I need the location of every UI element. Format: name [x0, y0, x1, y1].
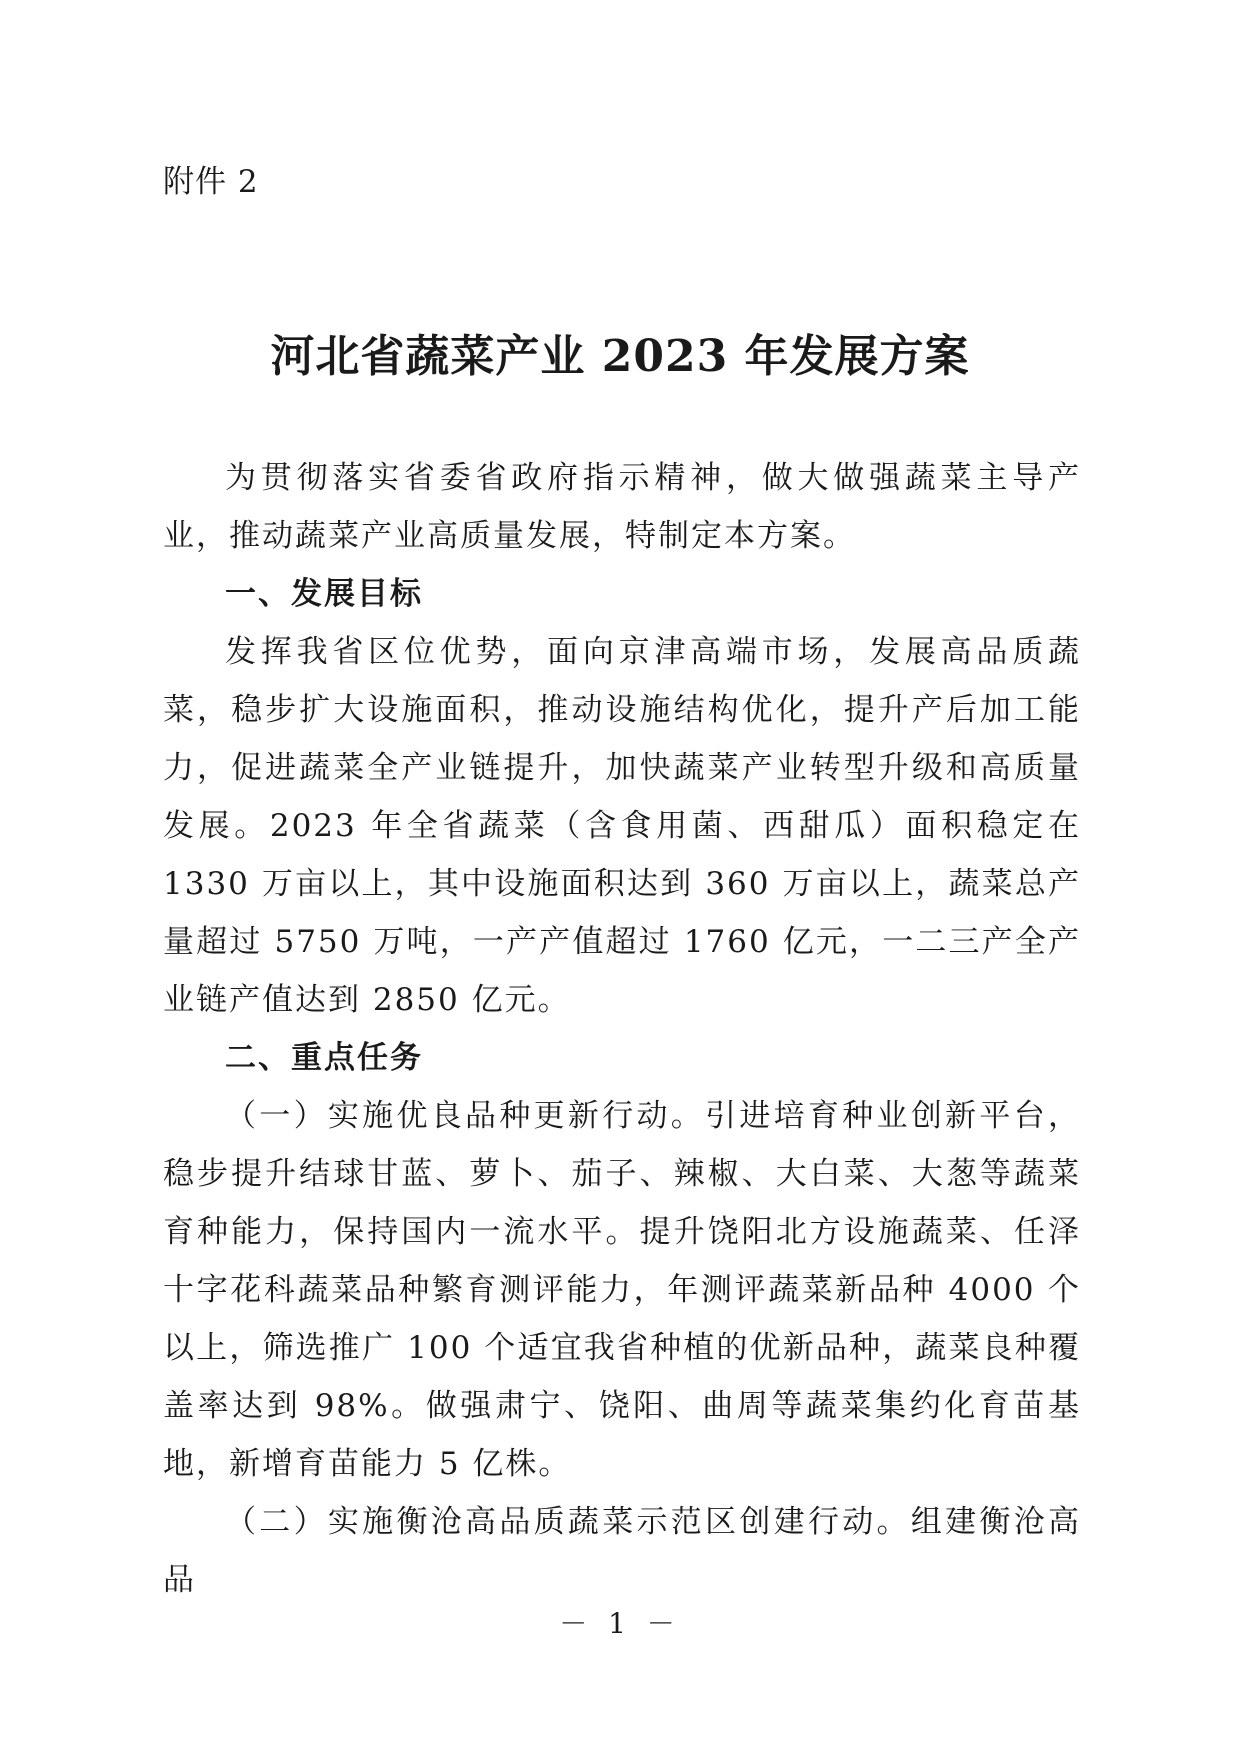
- section-heading-tasks: 二、重点任务: [225, 1040, 423, 1076]
- intro-paragraph: 为贯彻落实省委省政府指示精神，做大做强蔬菜主导产业，推动蔬菜产业高质量发展，特制定本方案。: [163, 460, 1081, 554]
- goals-paragraph: 发挥我省区位优势，面向京津高端市场，发展高品质蔬菜，稳步扩大设施面积，推动设施结构优化，提升产后加工能力，促进蔬菜全产业链提升，加快蔬菜产业转型升级和高质量发展。2023 年全省蔬菜（含食用菌、西甜瓜）面积稳定在 1330 万亩以上，其中设施面积达到 360 万亩以上，蔬菜总产量超过 5750 万吨，一产产值超过 1760 亿元，一二三产全产业链产值达到 2850 亿元。: [163, 634, 1081, 1018]
- document-title: 河北省蔬菜产业 2023 年发展方案: [270, 331, 970, 382]
- document-body: [163, 449, 1081, 1609]
- attachment-label: 附件 2: [163, 164, 259, 200]
- task-paragraph-1: （一）实施优良品种更新行动。引进培育种业创新平台，稳步提升结球甘蓝、萝卜、茄子、辣椒、大白菜、大葱等蔬菜育种能力，保持国内一流水平。提升饶阳北方设施蔬菜、任泽十字花科蔬菜品种繁育测评能力，年测评蔬菜新品种 4000 个以上，筛选推广 100 个适宜我省种植的优新品种，蔬菜良种覆盖率达到 98%。做强肃宁、饶阳、曲周等蔬菜集约化育苗基地，新增育苗能力 5 亿株。: [163, 1098, 1081, 1482]
- section-heading-goals: 一、发展目标: [225, 576, 423, 612]
- page-number: － 1 －: [559, 1607, 681, 1640]
- task-paragraph-2: （二）实施衡沧高品质蔬菜示范区创建行动。组建衡沧高品: [163, 1504, 1081, 1598]
